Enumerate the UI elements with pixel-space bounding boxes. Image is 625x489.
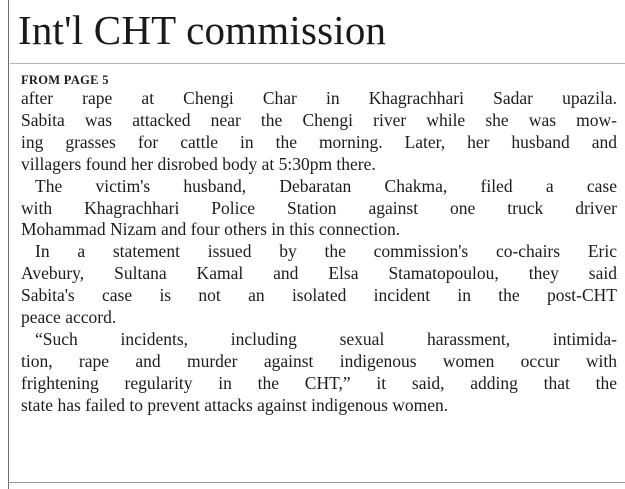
text-line: peace accord. <box>21 307 117 328</box>
paragraph-4 <box>21 329 617 417</box>
text-line: Sabita's case is not an isolated incident in the post-CHT <box>21 285 617 306</box>
headline: Int'l CHT commission <box>18 7 387 53</box>
article-body <box>21 88 617 417</box>
text-line: “Such incidents, including sexual harassment, intimida- <box>35 328 617 349</box>
text-line: villagers found her disrobed body at 5:30pm there. <box>21 153 376 174</box>
text-line: after rape at Chengi Char in Khagrachhari Sadar upazila. <box>21 88 617 108</box>
headline-divider <box>10 63 625 64</box>
text-line: tion, rape and murder against indigenous women occur with <box>21 350 617 371</box>
column-rule-left <box>8 0 9 489</box>
text-line: The victim's husband, Debaratan Chakma, filed a case <box>35 175 617 196</box>
column-rule-bottom <box>8 482 625 483</box>
text-line: ing grasses for cattle in the morning. Later, her husband and <box>21 131 617 152</box>
text-line: Avebury, Sultana Kamal and Elsa Stamatopoulou, they said <box>21 263 617 284</box>
paragraph-2 <box>21 176 617 242</box>
paragraph-1 <box>21 88 617 176</box>
continuation-kicker: FROM PAGE 5 <box>21 73 109 87</box>
text-line: In a statement issued by the commission's co-chairs Eric <box>35 241 617 262</box>
paragraph-3 <box>21 241 617 329</box>
text-line: frightening regularity in the CHT,” it said, adding that the <box>21 372 617 393</box>
text-line: Mohammad Nizam and four others in this connection. <box>21 219 401 240</box>
text-line: Sabita was attacked near the Chengi river while she was mow- <box>21 109 617 130</box>
text-line: with Khagrachhari Police Station against one truck driver <box>21 197 617 218</box>
text-line: state has failed to prevent attacks against indigenous women. <box>21 394 449 415</box>
